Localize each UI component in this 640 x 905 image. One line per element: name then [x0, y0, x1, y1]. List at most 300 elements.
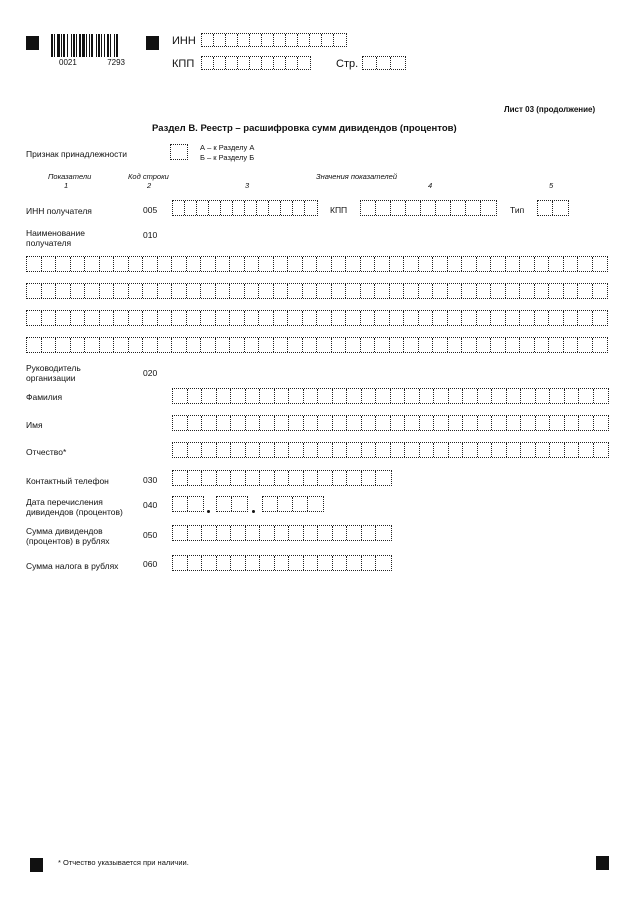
input-cell[interactable] — [238, 57, 250, 69]
input-cell[interactable] — [434, 416, 449, 430]
input-cell[interactable] — [257, 201, 269, 215]
input-cell[interactable] — [56, 257, 71, 271]
input-cell[interactable] — [318, 389, 333, 403]
input-cell[interactable] — [197, 201, 209, 215]
input-cell[interactable] — [216, 338, 231, 352]
input-cell[interactable] — [448, 284, 463, 298]
input-cell[interactable] — [260, 556, 275, 570]
input-cell[interactable] — [318, 526, 333, 540]
input-cell[interactable] — [304, 443, 319, 457]
input-cell[interactable] — [187, 311, 202, 325]
input-cell[interactable] — [346, 311, 361, 325]
input-cell[interactable] — [491, 338, 506, 352]
input-cell[interactable] — [158, 311, 173, 325]
input-cell[interactable] — [259, 338, 274, 352]
input-cell[interactable] — [593, 338, 608, 352]
input-cell[interactable] — [275, 526, 290, 540]
input-cell[interactable] — [521, 443, 536, 457]
input-cell[interactable] — [275, 389, 290, 403]
input-cell[interactable] — [188, 526, 203, 540]
input-cell[interactable] — [259, 257, 274, 271]
input-cell[interactable] — [303, 311, 318, 325]
input-cell[interactable] — [332, 338, 347, 352]
input-cell[interactable] — [436, 201, 451, 215]
input-cell[interactable] — [230, 257, 245, 271]
input-cell[interactable] — [245, 257, 260, 271]
input-cell[interactable] — [42, 311, 57, 325]
input-cell[interactable] — [391, 416, 406, 430]
input-cell[interactable] — [293, 497, 308, 511]
input-cell[interactable] — [347, 526, 362, 540]
input-cell[interactable] — [274, 34, 286, 46]
input-cell[interactable] — [245, 284, 260, 298]
input-cell[interactable] — [565, 443, 580, 457]
input-cell[interactable] — [202, 526, 217, 540]
input-cell[interactable] — [274, 311, 289, 325]
input-cell[interactable] — [462, 338, 477, 352]
input-cell[interactable] — [231, 471, 246, 485]
input-cell[interactable] — [231, 556, 246, 570]
input-cell[interactable] — [334, 34, 346, 46]
input-cell[interactable] — [230, 284, 245, 298]
input-cell[interactable] — [346, 257, 361, 271]
input-cell[interactable] — [492, 389, 507, 403]
input-cell[interactable] — [317, 284, 332, 298]
input-cell[interactable] — [158, 257, 173, 271]
input-cell[interactable] — [463, 416, 478, 430]
input-cell[interactable] — [347, 443, 362, 457]
input-cell[interactable] — [173, 526, 188, 540]
firstname-cells[interactable] — [172, 415, 609, 431]
input-cell[interactable] — [390, 284, 405, 298]
input-cell[interactable] — [275, 471, 290, 485]
input-cell[interactable] — [564, 284, 579, 298]
input-cell[interactable] — [477, 284, 492, 298]
input-cell[interactable] — [173, 556, 188, 570]
input-cell[interactable] — [346, 338, 361, 352]
input-cell[interactable] — [579, 416, 594, 430]
input-cell[interactable] — [565, 416, 580, 430]
input-cell[interactable] — [406, 201, 421, 215]
input-cell[interactable] — [578, 257, 593, 271]
input-cell[interactable] — [269, 201, 281, 215]
input-cell[interactable] — [317, 311, 332, 325]
input-cell[interactable] — [188, 443, 203, 457]
input-cell[interactable] — [420, 443, 435, 457]
input-cell[interactable] — [433, 338, 448, 352]
input-cell[interactable] — [448, 311, 463, 325]
input-cell[interactable] — [507, 389, 522, 403]
input-cell[interactable] — [362, 556, 377, 570]
input-cell[interactable] — [100, 257, 115, 271]
input-cell[interactable] — [376, 443, 391, 457]
input-cell[interactable] — [185, 201, 197, 215]
affiliation-cell[interactable] — [170, 144, 188, 160]
input-cell[interactable] — [361, 284, 376, 298]
input-cell[interactable] — [289, 556, 304, 570]
recipient-name-line-3[interactable] — [26, 310, 608, 326]
input-cell[interactable] — [85, 338, 100, 352]
input-cell[interactable] — [507, 443, 522, 457]
input-cell[interactable] — [100, 338, 115, 352]
input-cell[interactable] — [520, 257, 535, 271]
input-cell[interactable] — [260, 443, 275, 457]
input-cell[interactable] — [202, 34, 214, 46]
input-cell[interactable] — [376, 201, 391, 215]
input-cell[interactable] — [332, 311, 347, 325]
recipient-name-line-4[interactable] — [26, 337, 608, 353]
input-cell[interactable] — [71, 311, 86, 325]
input-cell[interactable] — [332, 257, 347, 271]
input-cell[interactable] — [260, 471, 275, 485]
input-cell[interactable] — [593, 311, 608, 325]
input-cell[interactable] — [158, 338, 173, 352]
input-cell[interactable] — [304, 389, 319, 403]
input-cell[interactable] — [172, 311, 187, 325]
patronymic-cells[interactable] — [172, 442, 609, 458]
input-cell[interactable] — [593, 284, 608, 298]
input-cell[interactable] — [549, 257, 564, 271]
input-cell[interactable] — [173, 471, 188, 485]
input-cell[interactable] — [362, 416, 377, 430]
input-cell[interactable] — [56, 311, 71, 325]
input-cell[interactable] — [333, 556, 348, 570]
input-cell[interactable] — [226, 34, 238, 46]
input-cell[interactable] — [71, 257, 86, 271]
input-cell[interactable] — [536, 443, 551, 457]
input-cell[interactable] — [481, 201, 496, 215]
input-cell[interactable] — [202, 416, 217, 430]
input-cell[interactable] — [317, 338, 332, 352]
input-cell[interactable] — [404, 338, 419, 352]
input-cell[interactable] — [565, 389, 580, 403]
input-cell[interactable] — [346, 284, 361, 298]
input-cell[interactable] — [333, 416, 348, 430]
input-cell[interactable] — [405, 443, 420, 457]
input-cell[interactable] — [289, 443, 304, 457]
input-cell[interactable] — [375, 284, 390, 298]
input-cell[interactable] — [491, 257, 506, 271]
input-cell[interactable] — [275, 416, 290, 430]
input-cell[interactable] — [347, 471, 362, 485]
input-cell[interactable] — [216, 284, 231, 298]
input-cell[interactable] — [187, 338, 202, 352]
input-cell[interactable] — [289, 416, 304, 430]
input-cell[interactable] — [260, 416, 275, 430]
input-cell[interactable] — [332, 284, 347, 298]
input-cell[interactable] — [298, 34, 310, 46]
input-cell[interactable] — [232, 497, 247, 511]
recipient-name-line-2[interactable] — [26, 283, 608, 299]
input-cell[interactable] — [42, 257, 57, 271]
input-cell[interactable] — [507, 416, 522, 430]
input-cell[interactable] — [293, 201, 305, 215]
input-cell[interactable] — [478, 416, 493, 430]
input-cell[interactable] — [333, 443, 348, 457]
input-cell[interactable] — [466, 201, 481, 215]
input-cell[interactable] — [216, 257, 231, 271]
input-cell[interactable] — [286, 34, 298, 46]
payment-date-day-cells[interactable] — [172, 496, 204, 512]
input-cell[interactable] — [550, 416, 565, 430]
input-cell[interactable] — [275, 556, 290, 570]
input-cell[interactable] — [231, 526, 246, 540]
inn-header-cells[interactable] — [201, 33, 347, 47]
input-cell[interactable] — [188, 416, 203, 430]
input-cell[interactable] — [449, 416, 464, 430]
input-cell[interactable] — [506, 284, 521, 298]
input-cell[interactable] — [245, 338, 260, 352]
input-cell[interactable] — [187, 284, 202, 298]
input-cell[interactable] — [214, 57, 226, 69]
input-cell[interactable] — [463, 443, 478, 457]
input-cell[interactable] — [578, 284, 593, 298]
input-cell[interactable] — [451, 201, 466, 215]
input-cell[interactable] — [448, 338, 463, 352]
input-cell[interactable] — [172, 284, 187, 298]
input-cell[interactable] — [245, 311, 260, 325]
input-cell[interactable] — [289, 526, 304, 540]
input-cell[interactable] — [491, 311, 506, 325]
input-cell[interactable] — [114, 257, 129, 271]
input-cell[interactable] — [404, 311, 419, 325]
input-cell[interactable] — [419, 284, 434, 298]
input-cell[interactable] — [56, 338, 71, 352]
input-cell[interactable] — [129, 311, 144, 325]
input-cell[interactable] — [448, 257, 463, 271]
input-cell[interactable] — [217, 389, 232, 403]
input-cell[interactable] — [201, 284, 216, 298]
input-cell[interactable] — [549, 311, 564, 325]
input-cell[interactable] — [391, 57, 405, 69]
input-cell[interactable] — [520, 284, 535, 298]
input-cell[interactable] — [286, 57, 298, 69]
input-cell[interactable] — [333, 471, 348, 485]
recipient-name-line-1[interactable] — [26, 256, 608, 272]
input-cell[interactable] — [419, 257, 434, 271]
input-cell[interactable] — [318, 443, 333, 457]
input-cell[interactable] — [462, 257, 477, 271]
input-cell[interactable] — [362, 471, 377, 485]
input-cell[interactable] — [143, 311, 158, 325]
input-cell[interactable] — [230, 338, 245, 352]
input-cell[interactable] — [434, 443, 449, 457]
input-cell[interactable] — [143, 284, 158, 298]
input-cell[interactable] — [361, 201, 376, 215]
input-cell[interactable] — [202, 471, 217, 485]
input-cell[interactable] — [536, 416, 551, 430]
input-cell[interactable] — [492, 416, 507, 430]
input-cell[interactable] — [201, 311, 216, 325]
input-cell[interactable] — [449, 443, 464, 457]
input-cell[interactable] — [246, 389, 261, 403]
input-cell[interactable] — [506, 338, 521, 352]
input-cell[interactable] — [281, 201, 293, 215]
input-cell[interactable] — [250, 57, 262, 69]
input-cell[interactable] — [226, 57, 238, 69]
tax-sum-cells[interactable] — [172, 555, 392, 571]
input-cell[interactable] — [259, 311, 274, 325]
input-cell[interactable] — [536, 389, 551, 403]
input-cell[interactable] — [202, 389, 217, 403]
input-cell[interactable] — [201, 338, 216, 352]
input-cell[interactable] — [246, 471, 261, 485]
input-cell[interactable] — [318, 556, 333, 570]
input-cell[interactable] — [230, 311, 245, 325]
input-cell[interactable] — [405, 389, 420, 403]
input-cell[interactable] — [129, 338, 144, 352]
input-cell[interactable] — [172, 257, 187, 271]
input-cell[interactable] — [188, 556, 203, 570]
surname-cells[interactable] — [172, 388, 609, 404]
input-cell[interactable] — [217, 443, 232, 457]
input-cell[interactable] — [419, 338, 434, 352]
input-cell[interactable] — [463, 389, 478, 403]
input-cell[interactable] — [289, 471, 304, 485]
input-cell[interactable] — [477, 257, 492, 271]
input-cell[interactable] — [173, 389, 188, 403]
input-cell[interactable] — [246, 526, 261, 540]
input-cell[interactable] — [42, 284, 57, 298]
input-cell[interactable] — [420, 416, 435, 430]
input-cell[interactable] — [304, 526, 319, 540]
input-cell[interactable] — [217, 416, 232, 430]
input-cell[interactable] — [361, 338, 376, 352]
input-cell[interactable] — [202, 556, 217, 570]
input-cell[interactable] — [390, 338, 405, 352]
input-cell[interactable] — [538, 201, 553, 215]
input-cell[interactable] — [550, 443, 565, 457]
input-cell[interactable] — [231, 416, 246, 430]
input-cell[interactable] — [550, 389, 565, 403]
input-cell[interactable] — [278, 497, 293, 511]
input-cell[interactable] — [71, 338, 86, 352]
input-cell[interactable] — [564, 338, 579, 352]
input-cell[interactable] — [231, 389, 246, 403]
input-cell[interactable] — [391, 389, 406, 403]
input-cell[interactable] — [217, 497, 232, 511]
input-cell[interactable] — [56, 284, 71, 298]
input-cell[interactable] — [391, 443, 406, 457]
input-cell[interactable] — [289, 389, 304, 403]
input-cell[interactable] — [27, 284, 42, 298]
input-cell[interactable] — [549, 338, 564, 352]
input-cell[interactable] — [535, 338, 550, 352]
input-cell[interactable] — [419, 311, 434, 325]
input-cell[interactable] — [143, 257, 158, 271]
input-cell[interactable] — [173, 416, 188, 430]
input-cell[interactable] — [246, 443, 261, 457]
input-cell[interactable] — [303, 257, 318, 271]
input-cell[interactable] — [305, 201, 317, 215]
input-cell[interactable] — [246, 416, 261, 430]
input-cell[interactable] — [158, 284, 173, 298]
input-cell[interactable] — [421, 201, 436, 215]
input-cell[interactable] — [405, 416, 420, 430]
input-cell[interactable] — [85, 257, 100, 271]
input-cell[interactable] — [250, 34, 262, 46]
input-cell[interactable] — [362, 389, 377, 403]
input-cell[interactable] — [303, 338, 318, 352]
input-cell[interactable] — [390, 311, 405, 325]
input-cell[interactable] — [362, 443, 377, 457]
input-cell[interactable] — [114, 284, 129, 298]
input-cell[interactable] — [246, 556, 261, 570]
payment-date-year-cells[interactable] — [262, 496, 324, 512]
input-cell[interactable] — [506, 311, 521, 325]
input-cell[interactable] — [553, 201, 568, 215]
input-cell[interactable] — [288, 338, 303, 352]
input-cell[interactable] — [27, 311, 42, 325]
input-cell[interactable] — [27, 338, 42, 352]
page-header-cells[interactable] — [362, 56, 406, 70]
input-cell[interactable] — [288, 284, 303, 298]
input-cell[interactable] — [100, 311, 115, 325]
input-cell[interactable] — [520, 338, 535, 352]
input-cell[interactable] — [274, 57, 286, 69]
input-cell[interactable] — [304, 416, 319, 430]
input-cell[interactable] — [375, 338, 390, 352]
kpp-header-cells[interactable] — [201, 56, 311, 70]
input-cell[interactable] — [333, 389, 348, 403]
input-cell[interactable] — [594, 389, 609, 403]
input-cell[interactable] — [129, 284, 144, 298]
input-cell[interactable] — [173, 497, 188, 511]
input-cell[interactable] — [129, 257, 144, 271]
input-cell[interactable] — [188, 389, 203, 403]
input-cell[interactable] — [593, 257, 608, 271]
input-cell[interactable] — [216, 311, 231, 325]
input-cell[interactable] — [143, 338, 158, 352]
input-cell[interactable] — [288, 311, 303, 325]
input-cell[interactable] — [201, 257, 216, 271]
input-cell[interactable] — [333, 526, 348, 540]
input-cell[interactable] — [85, 311, 100, 325]
input-cell[interactable] — [263, 497, 278, 511]
input-cell[interactable] — [274, 284, 289, 298]
input-cell[interactable] — [506, 257, 521, 271]
input-cell[interactable] — [317, 257, 332, 271]
phone-cells[interactable] — [172, 470, 392, 486]
input-cell[interactable] — [491, 284, 506, 298]
input-cell[interactable] — [114, 338, 129, 352]
input-cell[interactable] — [303, 284, 318, 298]
input-cell[interactable] — [564, 257, 579, 271]
input-cell[interactable] — [71, 284, 86, 298]
input-cell[interactable] — [214, 34, 226, 46]
input-cell[interactable] — [579, 389, 594, 403]
input-cell[interactable] — [462, 311, 477, 325]
input-cell[interactable] — [308, 497, 323, 511]
input-cell[interactable] — [304, 556, 319, 570]
input-cell[interactable] — [347, 389, 362, 403]
input-cell[interactable] — [85, 284, 100, 298]
input-cell[interactable] — [322, 34, 334, 46]
input-cell[interactable] — [209, 201, 221, 215]
input-cell[interactable] — [318, 416, 333, 430]
input-cell[interactable] — [173, 443, 188, 457]
input-cell[interactable] — [391, 201, 406, 215]
input-cell[interactable] — [188, 497, 203, 511]
input-cell[interactable] — [376, 416, 391, 430]
input-cell[interactable] — [376, 556, 391, 570]
input-cell[interactable] — [298, 57, 310, 69]
input-cell[interactable] — [478, 389, 493, 403]
input-cell[interactable] — [535, 311, 550, 325]
input-cell[interactable] — [361, 311, 376, 325]
input-cell[interactable] — [578, 311, 593, 325]
input-cell[interactable] — [245, 201, 257, 215]
